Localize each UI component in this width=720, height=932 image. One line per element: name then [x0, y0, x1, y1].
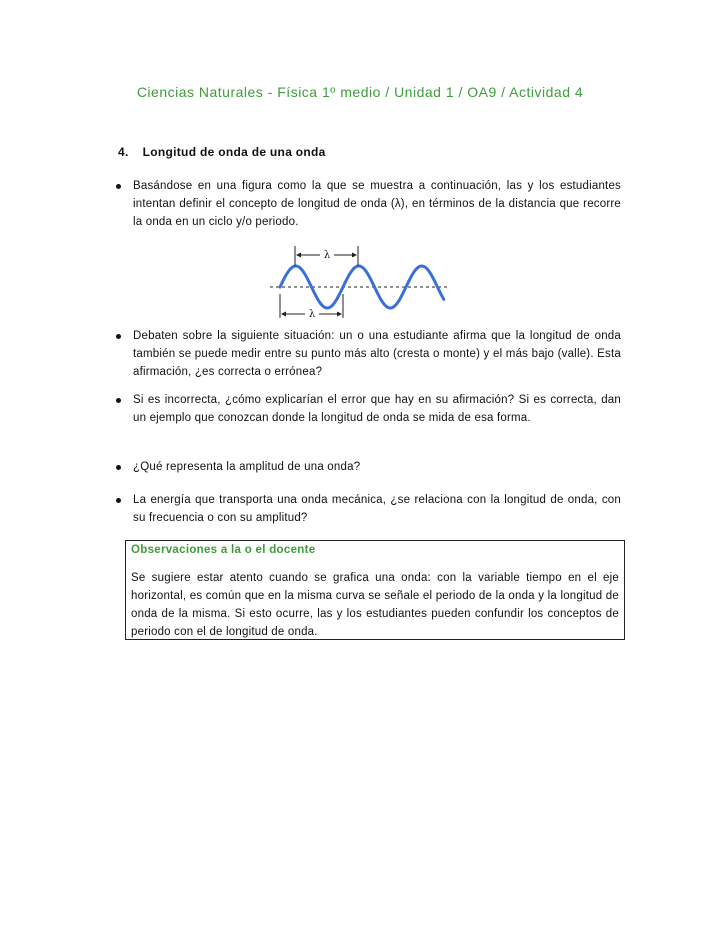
observations-title: Observaciones a la o el docente — [131, 544, 316, 556]
bullet-dot-icon — [116, 398, 121, 403]
observations-text: Se sugiere estar atento cuando se grafica una onda: con la variable tiempo en el eje horizontal, es común que en la misma curva se señale el periodo de la onda y la longitud de onda de la misma. Si esto ocurre, las y los estudiantes pueden confundir los conceptos de periodo con el de longitud de onda. — [131, 572, 619, 638]
section-title-text: Longitud de onda de una onda — [142, 145, 326, 159]
teacher-observations-box — [125, 540, 625, 640]
list-item-text: ¿Qué representa la amplitud de una onda? — [133, 461, 361, 473]
page-header-breadcrumb: Ciencias Naturales - Física 1º medio / Unidad 1 / OA9 / Actividad 4 — [136, 84, 584, 100]
list-item — [116, 458, 621, 476]
list-item-text: Basándose en una figura como la que se muestra a continuación, las y los estudiantes intentan definir el concepto de longitud de onda (λ), en términos de la distancia que recorre la onda en un ciclo y/o periodo. — [133, 180, 621, 228]
list-item — [116, 391, 621, 427]
list-item-text: La energía que transporta una onda mecánica, ¿se relaciona con la longitud de onda, con su frecuencia o con su amplitud? — [133, 494, 621, 524]
list-item-text: Si es incorrecta, ¿cómo explicarían el error que hay en su afirmación? Si es correcta, dan un ejemplo que conozcan donde la longitud de onda se mida de esa forma. — [133, 394, 621, 424]
bullet-dot-icon — [116, 184, 121, 189]
top-arrowhead-right-icon — [352, 253, 357, 258]
list-item — [116, 491, 621, 527]
section-title — [118, 145, 326, 159]
top-lambda-label: λ — [323, 250, 331, 261]
list-item-text: Debaten sobre la siguiente situación: un o una estudiante afirma que la longitud de onda también se puede medir entre su punto más alto (cresta o monte) y el más bajo (valle). Esta afirmación, ¿es correcta o errónea? — [133, 330, 621, 378]
top-arrowhead-left-icon — [296, 253, 301, 258]
bullet-dot-icon — [116, 465, 121, 470]
bullet-dot-icon — [116, 334, 121, 339]
list-item — [116, 327, 621, 381]
bottom-arrowhead-right-icon — [337, 312, 342, 317]
wavelength-figure — [268, 244, 450, 320]
bottom-arrowhead-left-icon — [281, 312, 286, 317]
section-number: 4. — [118, 145, 129, 159]
bullet-dot-icon — [116, 498, 121, 503]
bottom-lambda-label: λ — [308, 309, 316, 320]
list-item — [116, 177, 621, 231]
